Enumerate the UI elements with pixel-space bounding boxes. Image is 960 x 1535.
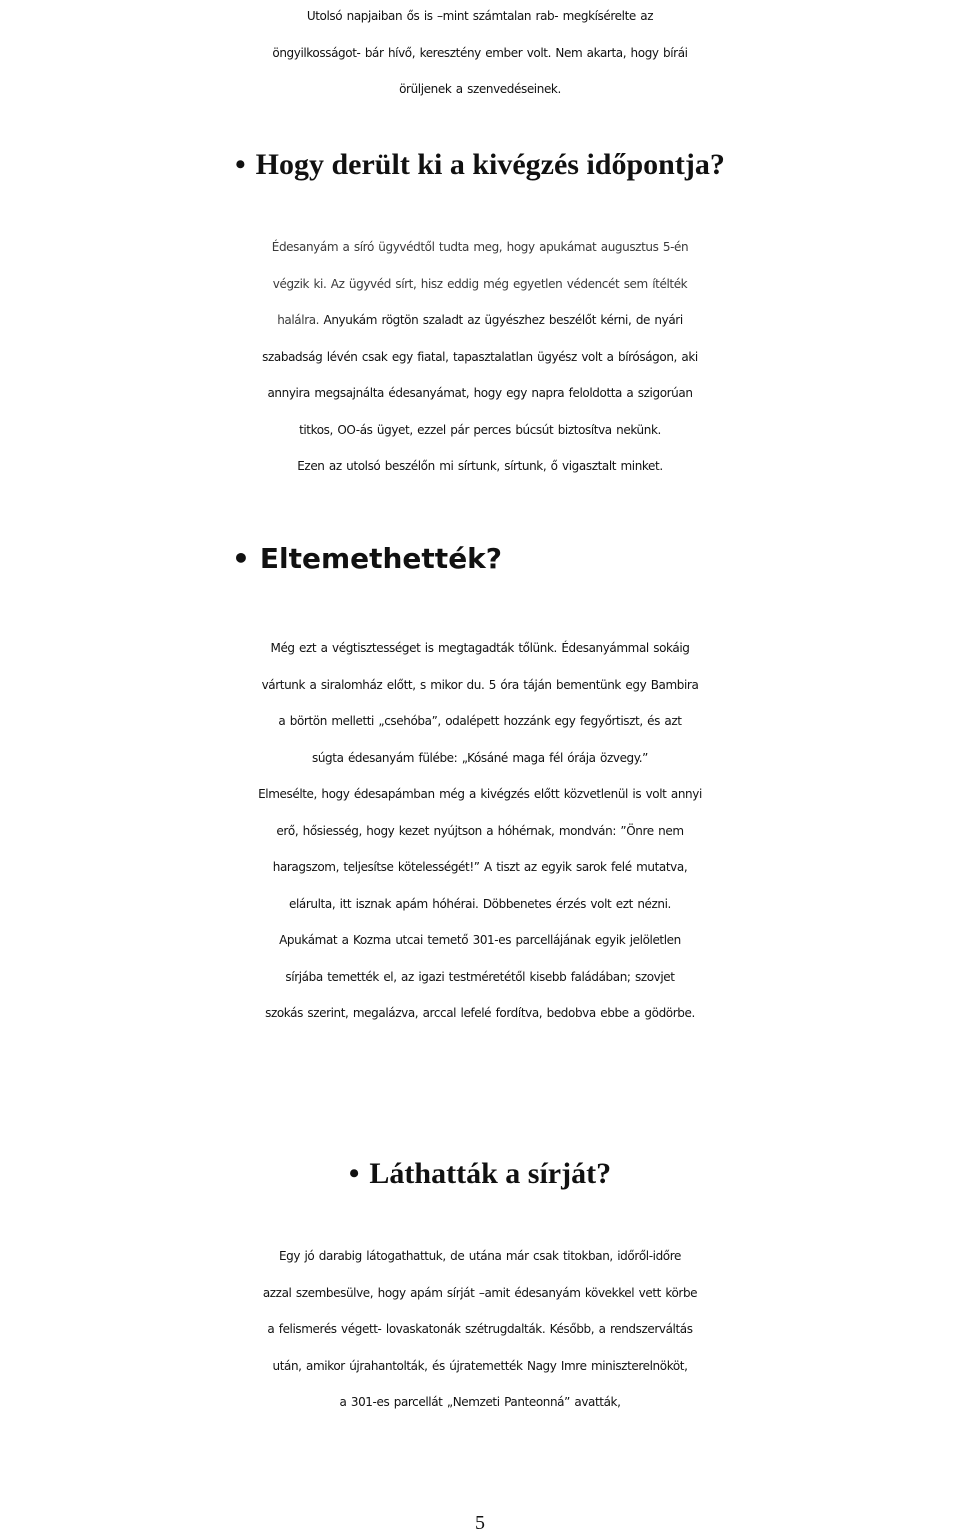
text-line: szokás szerint, megalázva, arccal lefelé fordítva, bedobva ebbe a gödörbe. xyxy=(265,1006,695,1020)
heading-text: Hogy derült ki a kivégzés időpontja? xyxy=(255,148,725,181)
text-line: vártunk a siralomház előtt, s mikor du. 5 óra táján bementünk egy Bambira xyxy=(261,677,699,692)
text-line: Apukámat a Kozma utcai temető 301-es parcellájának egyik jelöletlen xyxy=(279,933,681,947)
text-line: súgta édesanyám fülébe: „Kósáné maga fél órája özvegy.” xyxy=(312,750,648,765)
text-span: Anyukám rögtön szaladt az ügyészhez beszélőt kérni, de nyári xyxy=(319,313,683,327)
text-line: Édesanyám a síró ügyvédtől tudta meg, hogy apukámat augusztus 5-én xyxy=(271,240,689,254)
heading-text: Eltemethették? xyxy=(259,542,503,575)
section-paragraph-execution-date xyxy=(0,229,960,485)
text-line: azzal szembesülve, hogy apám sírját –amit édesanyám kövekkel vett körbe xyxy=(262,1285,698,1300)
text-line xyxy=(0,302,960,339)
section-heading-burial xyxy=(0,542,734,575)
text-line: sírjába temették el, az igazi testméretétől kisebb faládában; szovjet xyxy=(285,969,675,984)
text-line: Még ezt a végtisztességet is megtagadták tőlünk. Édesanyámmal sokáig xyxy=(270,641,690,655)
text-line: után, amikor újrahantolták, és újratemették Nagy Imre miniszterelnököt, xyxy=(272,1358,688,1373)
heading-text: Láthatták a sírját? xyxy=(369,1157,612,1190)
text-line: öngyilkosságot- bár hívő, keresztény ember volt. Nem akarta, hogy bírái xyxy=(272,45,688,60)
section-paragraph-grave xyxy=(0,1238,960,1421)
text-line: Elmesélte, hogy édesapámban még a kivégzés előtt közvetlenül is volt annyi xyxy=(258,787,702,801)
text-line: a 301-es parcellát „Nemzeti Panteonná” avatták, xyxy=(339,1395,621,1409)
text-line: Utolsó napjaiban ős is –mint számtalan rab- megkísérelte az xyxy=(306,9,654,23)
bullet-icon: • xyxy=(348,1157,360,1190)
text-line: a börtön melletti „csehóba”, odalépett hozzánk egy fegyőrtiszt, és azt xyxy=(278,714,682,728)
text-line: elárulta, itt isznak apám hóhérai. Döbbenetes érzés volt ezt nézni. xyxy=(289,896,671,911)
page-number: 5 xyxy=(475,1512,485,1534)
section-heading-grave xyxy=(0,1157,960,1191)
text-line: haragszom, teljesítse kötelességét!” A tiszt az egyik sarok felé mutatva, xyxy=(272,860,688,874)
text-span: halálra. xyxy=(277,313,320,327)
bullet-icon: • xyxy=(235,148,246,181)
text-line: Egy jó darabig látogathattuk, de utána már csak titokban, időről-időre xyxy=(278,1249,682,1263)
text-line: végzik ki. Az ügyvéd sírt, hisz eddig még egyetlen védencét sem ítélték xyxy=(272,276,688,291)
text-line: szabadság lévén csak egy fiatal, tapasztalatlan ügyész volt a bíróságon, aki xyxy=(262,349,698,364)
text-line: Ezen az utolsó beszélőn mi sírtunk, sírtunk, ő vigasztalt minket. xyxy=(297,459,663,473)
text-line: erő, hősiesség, hogy kezet nyújtson a hóhérnak, mondván: ”Önre nem xyxy=(276,823,684,838)
text-line: örüljenek a szenvedéseinek. xyxy=(399,82,561,96)
text-line: titkos, OO-ás ügyet, ezzel pár perces búcsút biztosítva nekünk. xyxy=(299,422,661,437)
bullet-icon: • xyxy=(231,542,250,575)
section-paragraph-burial xyxy=(0,630,960,1032)
text-line: a felismerés végett- lovaskatonák szétrugdalták. Később, a rendszerváltás xyxy=(267,1322,693,1336)
section-heading-execution-date xyxy=(0,148,960,182)
text-line: annyira megsajnálta édesanyámat, hogy egy napra feloldotta a szigorúan xyxy=(267,386,693,400)
intro-paragraph xyxy=(0,0,960,108)
